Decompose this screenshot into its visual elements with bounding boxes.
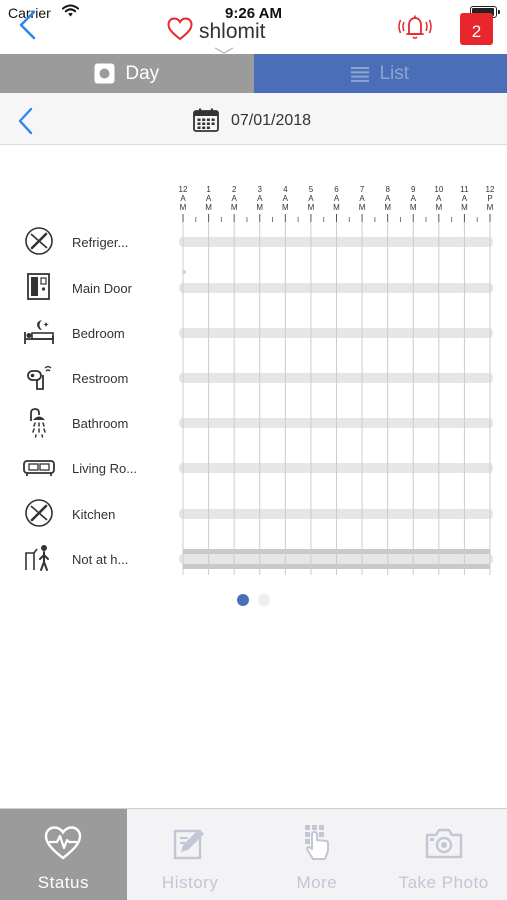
record-icon xyxy=(94,63,115,84)
hour-tick-label: 7 xyxy=(359,185,365,194)
row-label: Bathroom xyxy=(72,416,129,431)
hour-tick-label: M xyxy=(435,203,443,212)
camera-icon xyxy=(424,823,464,863)
hour-tick-label: 4 xyxy=(283,185,288,194)
hour-tick-label: A xyxy=(180,194,186,203)
page-dot[interactable] xyxy=(237,594,249,606)
timeline-row-main-door xyxy=(0,268,178,306)
user-name-selector[interactable]: shlomit xyxy=(199,20,266,43)
hour-tick-label: 2 xyxy=(231,185,237,194)
tab-status[interactable] xyxy=(0,809,127,900)
shower-icon xyxy=(22,407,56,444)
hour-tick-label: 12 xyxy=(485,185,495,194)
tab-label: More xyxy=(296,873,338,892)
tab-label: Status xyxy=(37,873,89,892)
hour-tick-label: A xyxy=(461,194,468,203)
row-label: Main Door xyxy=(72,281,132,296)
tab-take-photo[interactable] xyxy=(380,809,507,900)
row-label: Bedroom xyxy=(72,326,125,341)
hour-tick-label: A xyxy=(282,194,289,203)
notification-badge[interactable]: 2 xyxy=(460,13,493,45)
hour-tick-label: 5 xyxy=(308,185,314,194)
hour-tick-label: A xyxy=(333,194,340,203)
hour-tick-label: A xyxy=(436,194,442,203)
row-label: Kitchen xyxy=(72,507,116,522)
tab-history[interactable] xyxy=(127,809,254,900)
tab-day-label: Day xyxy=(125,62,160,84)
hour-tick-label: P xyxy=(487,194,493,203)
kitchen-icon xyxy=(22,498,56,533)
hour-tick-label: M xyxy=(333,203,340,212)
tab-label: Take Photo xyxy=(398,873,489,892)
hour-tick-label: M xyxy=(358,203,366,212)
toilet-paper-icon xyxy=(22,362,56,397)
list-icon xyxy=(351,66,369,82)
activity-event-mark xyxy=(183,270,186,273)
timeline-row-bathroom xyxy=(0,403,178,441)
timeline-row-kitchen xyxy=(0,494,178,532)
hour-tick-label: M xyxy=(179,203,187,212)
row-label: Not at h... xyxy=(72,552,129,567)
hour-tick-label: 8 xyxy=(385,185,390,194)
hour-tick-label: M xyxy=(205,203,212,212)
hour-tick-label: M xyxy=(461,203,468,212)
page-dot[interactable] xyxy=(258,594,270,606)
carrier-label: Carrier xyxy=(8,5,51,21)
status-time: 9:26 AM xyxy=(225,5,282,22)
timeline-row-not-at-home xyxy=(0,539,178,577)
tab-bar xyxy=(0,808,507,900)
hour-tick-label: 1 xyxy=(206,185,211,194)
hour-tick-label: A xyxy=(231,194,237,203)
edit-icon xyxy=(173,823,207,863)
app-header xyxy=(0,0,507,54)
row-label: Living Ro... xyxy=(72,461,138,476)
tab-list[interactable] xyxy=(254,54,507,93)
hour-tick-label: M xyxy=(486,203,494,212)
previous-day-button[interactable] xyxy=(17,107,35,140)
hour-tick-label: M xyxy=(384,203,392,212)
heart-icon xyxy=(167,17,193,46)
person-away-icon xyxy=(22,543,56,578)
hour-tick-label: 10 xyxy=(434,185,444,194)
chevron-left-icon xyxy=(18,10,38,40)
selected-date[interactable]: 07/01/2018 xyxy=(231,112,312,129)
hour-tick-label: M xyxy=(307,203,315,212)
hour-tick-label: M xyxy=(256,203,264,212)
hour-tick-label: 3 xyxy=(257,185,262,194)
tab-day[interactable] xyxy=(0,54,254,93)
heart-pulse-icon xyxy=(43,823,83,863)
row-label: Refriger... xyxy=(72,235,129,250)
hour-tick-label: A xyxy=(410,194,416,203)
chevron-left-icon xyxy=(17,107,35,135)
page-indicator[interactable] xyxy=(0,594,507,606)
date-bar xyxy=(0,93,507,145)
refrigerator-icon xyxy=(22,226,56,261)
keypad-touch-icon xyxy=(301,823,333,863)
hour-tick-label: A xyxy=(359,194,365,203)
sofa-icon xyxy=(22,452,56,487)
bed-icon xyxy=(22,317,56,352)
hour-tick-label: 11 xyxy=(460,185,469,194)
hour-tick-label: M xyxy=(409,203,417,212)
tab-more[interactable] xyxy=(254,809,381,900)
row-label: Restroom xyxy=(72,371,129,386)
bell-icon[interactable] xyxy=(398,13,432,46)
calendar-icon[interactable] xyxy=(193,108,219,137)
view-toggle xyxy=(0,54,507,93)
timeline-row-bedroom xyxy=(0,313,178,351)
tab-label: History xyxy=(161,873,219,892)
hour-tick-label: M xyxy=(281,203,289,212)
hour-tick-label: A xyxy=(308,194,314,203)
hour-tick-label: A xyxy=(257,194,263,203)
timeline-row-restroom xyxy=(0,358,178,396)
activity-timeline xyxy=(0,170,507,580)
hour-tick-label: A xyxy=(384,194,391,203)
hour-tick-label: 9 xyxy=(411,185,416,194)
timeline-row-refrigerator xyxy=(0,222,178,260)
hour-tick-label: 12 xyxy=(178,185,188,194)
hour-tick-label: 6 xyxy=(334,185,339,194)
tab-list-label: List xyxy=(379,62,410,84)
timeline-row-living-room xyxy=(0,448,178,486)
hour-tick-label: A xyxy=(205,194,212,203)
door-icon xyxy=(22,272,56,307)
back-button[interactable] xyxy=(18,10,38,45)
hour-tick-label: M xyxy=(230,203,238,212)
